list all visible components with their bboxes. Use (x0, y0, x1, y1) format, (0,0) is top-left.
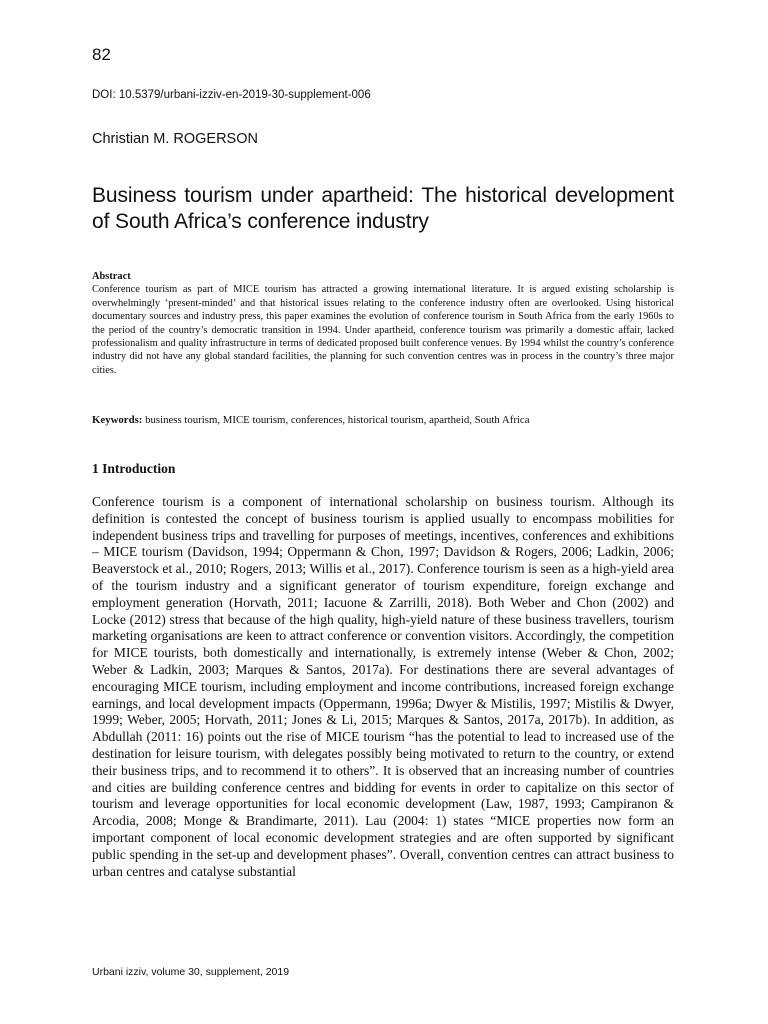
keywords-text: business tourism, MICE tourism, conferences, historical tourism, apartheid, South Africa (142, 414, 530, 426)
paper-title: Business tourism under apartheid: The historical development of South Africa’s conference industry (92, 184, 674, 233)
footer-journal-info: Urbani izziv, volume 30, supplement, 2019 (92, 966, 290, 978)
abstract-block (92, 270, 674, 377)
author-name: Christian M. ROGERSON (92, 131, 258, 147)
section-heading-introduction: 1 Introduction (92, 461, 176, 476)
page-number: 82 (92, 45, 111, 64)
introduction-paragraph: Conference tourism is a component of international scholarship on business tourism. Although its definition is contested the concept of business tourism is applied usually to encompass mobilities for independent business trips and travelling for purposes of meetings, incentives, conferences and exhibitions – MICE tourism (Davidson, 1994; Oppermann & Chon, 1997; Davidson & Rogers, 2006; Ladkin, 2006; Beaverstock et al., 2010; Rogers, 2013; Willis et al., 2017). Conference tourism is seen as a high-yield area of the tourism industry and a significant generator of tourism expenditure, foreign exchange and employment generation (Horvath, 2011; Iacuone & Zarrilli, 2018). Both Weber and Chon (2002) and Locke (2012) stress that because of the high quality, high-yield nature of these business travellers, tourism marketing organisations are keen to attract conference or convention visitors. Accordingly, the competition for MICE tourists, both domestically and internationally, is extremely intense (Weber & Chon, 2002; Weber & Ladkin, 2003; Marques & Santos, 2017a). For destinations there are several advantages of encouraging MICE tourism, including employment and income contributions, increased foreign exchange earnings, and local development impacts (Oppermann, 1996a; Dwyer & Mistilis, 1997; Mistilis & Dwyer, 1999; Weber, 2005; Horvath, 2011; Jones & Li, 2015; Marques & Santos, 2017a, 2017b). In addition, as Abdullah (2011: 16) points out the rise of MICE tourism “has the potential to lead to increased use of the destination for leisure tourism, with delegates possibly being motivated to return to the country, or extend their business trips, and to recommend it to others”. It is observed that an increasing number of countries and cities are building conference centres and bidding for events in order to capitalize on this sector of tourism and leverage opportunities for local economic development (Law, 1987, 1993; Campiranon & Arcodia, 2008; Monge & Brandimarte, 2011). Lau (2004: 1) states “MICE properties now form an important component of local economic development strategies and are often supported by significant public spending in the set-up and development phases”. Overall, convention centres can attract business to urban centres and catalyse substantial (92, 494, 674, 879)
abstract-text: Conference tourism as part of MICE tourism has attracted a growing international literature. It is argued existing scholarship is overwhelmingly ‘present-minded’ and that historical issues relating to the conference industry often are overlooked. Using historical documentary sources and industry press, this paper examines the evolution of conference tourism in South Africa from the early 1960s to the period of the country’s democratic transition in 1994. Under apartheid, conference tourism was primarily a domestic affair, lacked professionalism and quality infrastructure in terms of dedicated proposed built conference venues. By 1994 whilst the country’s conference industry did not have any global standard facilities, the planning for such convention centres was in process in the country’s three major cities. (92, 284, 674, 376)
keywords-line (92, 413, 674, 427)
doi-line[interactable]: DOI: 10.5379/urbani-izziv-en-2019-30-supplement-006 (92, 89, 371, 101)
keywords-label: Keywords: (92, 414, 143, 426)
abstract-heading: Abstract (92, 271, 131, 282)
